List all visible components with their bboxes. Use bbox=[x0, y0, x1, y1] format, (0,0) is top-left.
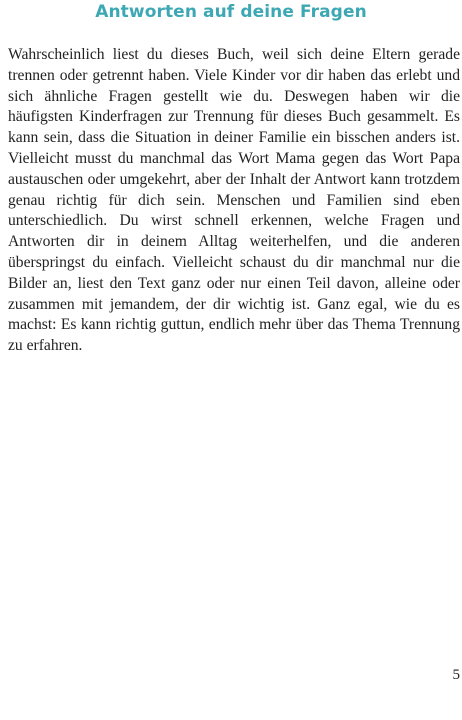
page-title: Antworten auf deine Fragen bbox=[95, 2, 367, 22]
body-paragraph: Wahrscheinlich liest du dieses Buch, weil sich deine Eltern gerade trennen oder getrennt haben. Viele Kinder vor dir haben das erlebt und sich ähnliche Fragen gestellt wie du. Deswegen haben wir die häufigsten Kinderfragen zur Trennung für dieses Buch gesammelt. Es kann sein, dass die Situation in deiner Familie ein bisschen anders ist. Vielleicht musst du manchmal das Wort Mama gegen das Wort Papa austauschen oder umgekehrt, aber der Inhalt der Antwort kann trotzdem genau richtig für dich sein. Menschen und Familien sind eben unterschiedlich. Du wirst schnell erkennen, welche Fragen und Antworten dir in deinem Alltag weiterhelfen, und die anderen überspringst du einfach. Vielleicht schaust du dir manchmal nur die Bilder an, liest den Text ganz oder nur einen Teil davon, alleine oder zusammen mit jemandem, der dir wichtig ist. Ganz egal, wie du es machst: Es kann richtig guttun, endlich mehr über das Thema Trennung zu erfahren. bbox=[8, 46, 460, 355]
page-number: 5 bbox=[452, 667, 460, 683]
